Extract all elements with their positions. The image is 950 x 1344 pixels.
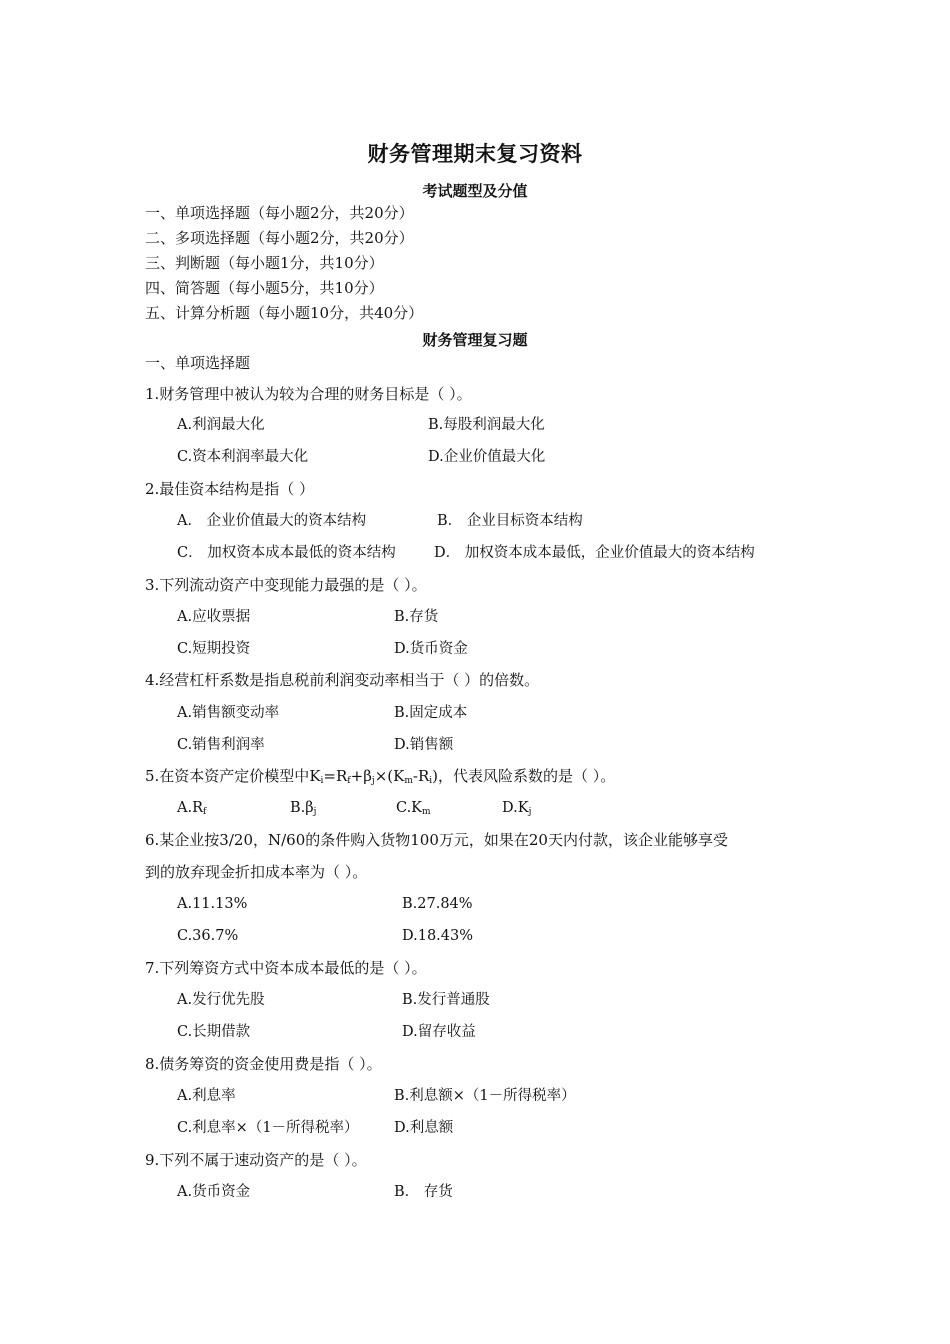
- option-c: C.销售利润率: [177, 737, 265, 753]
- option-a: A.利润最大化: [177, 417, 265, 433]
- question-stem-1: 1.财务管理中被认为较为合理的财务目标是（ ）。: [145, 385, 472, 403]
- option-a: $A.R_f$: [177, 800, 207, 817]
- option-a: A.利息率: [177, 1088, 236, 1104]
- option-c: C.长期借款: [177, 1024, 251, 1040]
- option-a: A． 企业价值最大的资本结构: [177, 513, 367, 529]
- option-a: A.发行优先股: [177, 992, 265, 1008]
- option-d: $D.K_j$: [502, 800, 532, 817]
- option-d: D.企业价值最大化: [428, 449, 546, 465]
- question-stem-4: 4.经营杠杆系数是指息税前利润变动率相当于（ ）的倍数。: [145, 671, 540, 689]
- option-a: A.11.13%: [177, 896, 248, 912]
- question-stem-9: 9.下列不属于速动资产的是（ ）。: [145, 1151, 367, 1169]
- option-d: D.留存收益: [402, 1024, 476, 1040]
- option-d: D.利息额: [394, 1120, 454, 1136]
- review-heading: 财务管理复习题: [422, 331, 528, 349]
- option-b: B.27.84%: [402, 896, 473, 912]
- exam-format-heading: 考试题型及分值: [422, 182, 528, 200]
- option-b: B.固定成本: [394, 705, 468, 721]
- option-c: $C.K_m$: [396, 800, 431, 817]
- option-d: D.货币资金: [394, 641, 468, 657]
- question-stem-3: 3.下列流动资产中变现能力最强的是（ ）。: [145, 576, 427, 594]
- question-stem-8: 8.债务筹资的资金使用费是指（ ）。: [145, 1055, 382, 1073]
- option-c: C.资本利润率最大化: [177, 449, 309, 465]
- option-b: B.利息额×（1－所得税率）: [394, 1088, 576, 1104]
- exam-format-item: 五、计算分析题（每小题10分，共40分）: [145, 304, 424, 322]
- option-c: C.36.7%: [177, 928, 239, 944]
- document-title: 财务管理期末复习资料: [367, 142, 583, 166]
- section-label: 一、单项选择题: [145, 354, 251, 372]
- exam-format-item: 二、多项选择题（每小题2分，共20分）: [145, 229, 414, 247]
- option-b: $B.\beta_j$: [290, 800, 317, 817]
- question-stem-6: 6.某企业按3/20，N/60的条件购入货物100万元，如果在20天内付款，该企业能够享受: [145, 831, 728, 849]
- question-stem-5: 5.在资本资产定价模型中$K_i=R_f+\beta_j\times(K_m-R_i)$，代表风险系数的是（ ）。: [145, 767, 616, 786]
- question-stem-6-cont: 到的放弃现金折扣成本率为（ ）。: [145, 863, 368, 881]
- option-d: D.销售额: [394, 737, 454, 753]
- option-c: C.利息率×（1－所得税率）: [177, 1120, 359, 1136]
- option-b: B． 存货: [394, 1184, 453, 1200]
- question-stem-7: 7.下列筹资方式中资本成本最低的是（ ）。: [145, 959, 427, 977]
- exam-format-item: 四、简答题（每小题5分，共10分）: [145, 279, 384, 297]
- option-b: B.发行普通股: [402, 992, 490, 1008]
- exam-format-item: 一、单项选择题（每小题2分，共20分）: [145, 204, 414, 222]
- option-c: C.短期投资: [177, 641, 251, 657]
- option-b: B.存货: [394, 609, 439, 625]
- option-b: B.每股利润最大化: [428, 417, 545, 433]
- option-a: A.货币资金: [177, 1184, 251, 1200]
- question-stem-2: 2.最佳资本结构是指（ ）: [145, 480, 315, 498]
- option-d: D． 加权资本成本最低，企业价值最大的资本结构: [434, 545, 755, 561]
- option-c: C． 加权资本成本最低的资本结构: [177, 545, 396, 561]
- option-a: A.销售额变动率: [177, 705, 280, 721]
- option-b: B． 企业目标资本结构: [437, 513, 583, 529]
- option-a: A.应收票据: [177, 609, 251, 625]
- exam-format-item: 三、判断题（每小题1分，共10分）: [145, 254, 384, 272]
- option-d: D.18.43%: [402, 928, 474, 944]
